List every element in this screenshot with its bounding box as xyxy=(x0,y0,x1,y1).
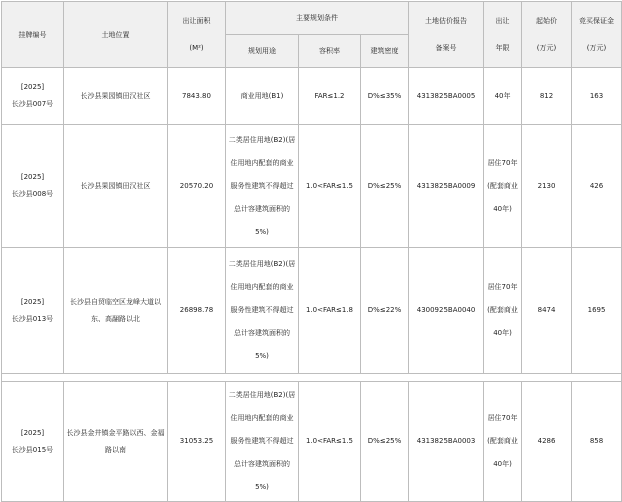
listing-no-code: 长沙县008号 xyxy=(11,190,54,198)
header-deposit xyxy=(572,2,622,68)
header-usage: 规划用途 xyxy=(226,35,299,68)
term-cell: 居住70年(配套商业40年) xyxy=(484,382,522,502)
usage-cell: 二类居住用地(B2)(居住用地内配套的商业服务性建筑不得超过总计容建筑面积的5%) xyxy=(226,125,299,248)
area-cell: 26898.78 xyxy=(168,248,226,374)
usage-cell: 二类居住用地(B2)(居住用地内配套的商业服务性建筑不得超过总计容建筑面积的5%) xyxy=(226,382,299,502)
listing-no-cell xyxy=(2,68,64,125)
start-price-cell: 812 xyxy=(522,68,572,125)
location-cell: 长沙县自贸临空区龙峰大道以东、高翮路以北 xyxy=(64,248,168,374)
listing-no-cell xyxy=(2,248,64,374)
location-cell: 长沙县果园镇田汉社区 xyxy=(64,125,168,248)
table-row xyxy=(2,68,622,125)
header-main-conditions: 主要规划条件 xyxy=(226,2,409,35)
table-row xyxy=(2,248,622,374)
listing-no-year: [2025] xyxy=(20,428,45,437)
far-cell: 1.0<FAR≤1.5 xyxy=(299,125,361,248)
term-cell: 居住70年(配套商业40年) xyxy=(484,125,522,248)
header-density: 建筑密度 xyxy=(361,35,409,68)
header-appraisal-line1: 土地估价报告 xyxy=(425,16,468,25)
term-cell: 40年 xyxy=(484,68,522,125)
area-cell: 31053.25 xyxy=(168,382,226,502)
header-appraisal xyxy=(409,2,484,68)
listing-no-year: [2025] xyxy=(20,173,45,181)
start-price-cell: 2130 xyxy=(522,125,572,248)
header-area xyxy=(168,2,226,68)
term-cell: 居住70年(配套商业40年) xyxy=(484,248,522,374)
header-location: 土地位置 xyxy=(64,2,168,68)
start-price-cell: 8474 xyxy=(522,248,572,374)
listing-no-code: 长沙县013号 xyxy=(11,314,54,323)
usage-cell: 商业用地(B1) xyxy=(226,68,299,125)
header-area-line1: 出让面积 xyxy=(182,16,211,25)
header-appraisal-line2: 备案号 xyxy=(435,43,457,52)
listing-no-code: 长沙县015号 xyxy=(11,445,54,454)
density-cell: D%≤25% xyxy=(361,125,409,248)
table-row xyxy=(2,125,622,248)
location-cell: 长沙县金井镇金平路以西、金福路以南 xyxy=(64,382,168,502)
density-cell: D%≤25% xyxy=(361,382,409,502)
deposit-cell: 858 xyxy=(572,382,622,502)
listing-no-cell xyxy=(2,382,64,502)
far-cell: 1.0<FAR≤1.8 xyxy=(299,248,361,374)
header-term xyxy=(484,2,522,68)
header-start-price xyxy=(522,2,572,68)
far-cell: 1.0<FAR≤1.5 xyxy=(299,382,361,502)
header-start-price-line2: (万元) xyxy=(536,43,557,52)
density-cell: D%≤22% xyxy=(361,248,409,374)
listing-no-year: [2025] xyxy=(20,297,45,306)
listing-no-year: [2025] xyxy=(20,83,45,91)
listing-no-cell xyxy=(2,125,64,248)
far-cell: FAR≤1.2 xyxy=(299,68,361,125)
header-term-line2: 年限 xyxy=(495,43,510,52)
header-deposit-line2: (万元) xyxy=(586,43,607,52)
appraisal-cell: 4313825BA0005 xyxy=(409,68,484,125)
header-term-line1: 出让 xyxy=(495,16,510,25)
table-row xyxy=(2,382,622,502)
page-break-gap xyxy=(2,374,622,382)
start-price-cell: 4286 xyxy=(522,382,572,502)
location-cell: 长沙县果园镇田汉社区 xyxy=(64,68,168,125)
appraisal-cell: 4313825BA0009 xyxy=(409,125,484,248)
header-listing-no: 挂牌编号 xyxy=(2,2,64,68)
deposit-cell: 426 xyxy=(572,125,622,248)
page-break-spacer xyxy=(2,374,622,382)
density-cell: D%≤35% xyxy=(361,68,409,125)
appraisal-cell: 4313825BA0003 xyxy=(409,382,484,502)
header-start-price-line1: 起始价 xyxy=(536,16,558,25)
usage-cell: 二类居住用地(B2)(居住用地内配套的商业服务性建筑不得超过总计容建筑面积的5%) xyxy=(226,248,299,374)
area-cell: 7843.80 xyxy=(168,68,226,125)
area-cell: 20570.20 xyxy=(168,125,226,248)
land-listing-table xyxy=(1,1,622,502)
header-row-1 xyxy=(2,2,622,35)
header-far: 容积率 xyxy=(299,35,361,68)
deposit-cell: 1695 xyxy=(572,248,622,374)
listing-no-code: 长沙县007号 xyxy=(11,100,54,108)
appraisal-cell: 4300925BA0040 xyxy=(409,248,484,374)
header-deposit-line1: 竞买保证金 xyxy=(579,16,615,25)
header-area-line2: (M²) xyxy=(189,43,204,52)
deposit-cell: 163 xyxy=(572,68,622,125)
